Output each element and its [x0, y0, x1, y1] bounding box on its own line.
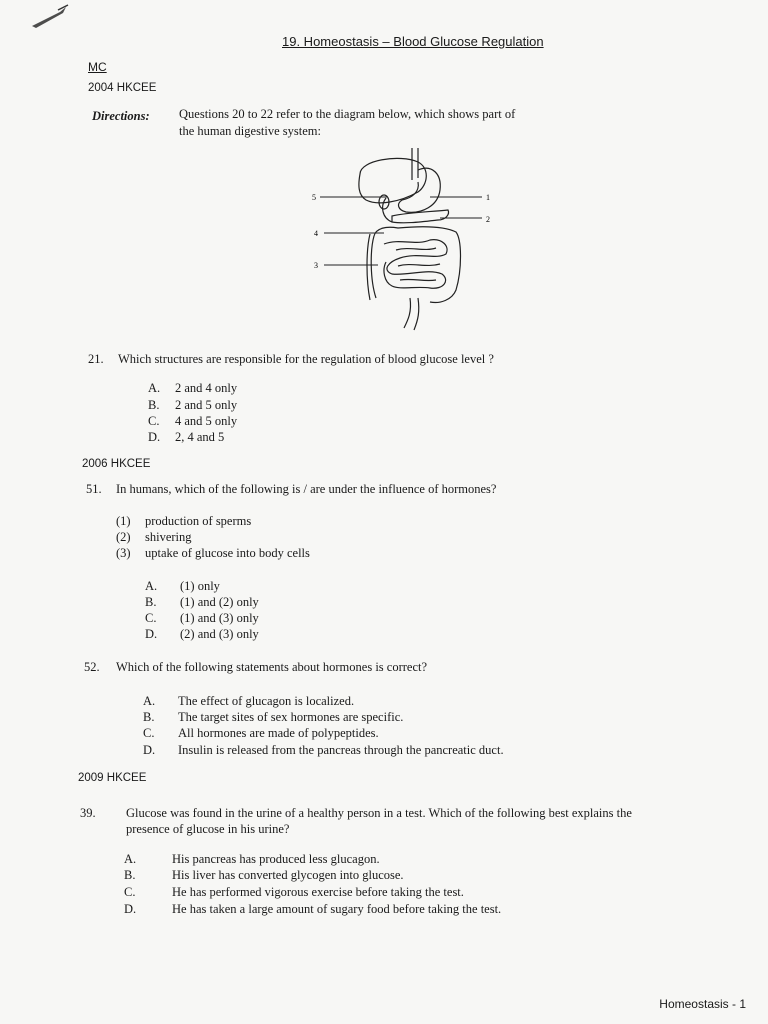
digestive-system-diagram: [300, 140, 500, 335]
q52-option-c-letter: C.: [143, 726, 155, 740]
q52-option-d-letter: D.: [143, 743, 156, 757]
rectum: [404, 298, 419, 330]
directions-text-line1: Questions 20 to 22 refer to the diagram below, which shows part of: [179, 107, 516, 121]
pen-mark-icon: [30, 4, 70, 30]
question-51-number: 51.: [86, 482, 102, 496]
q21-option-a-letter: A.: [148, 381, 161, 395]
q39-option-a-letter: A.: [124, 852, 137, 866]
diagram-label-4: 4: [314, 229, 318, 238]
q52-option-d-text: Insulin is released from the pancreas through the pancreatic duct.: [178, 743, 504, 757]
q21-option-c-letter: C.: [148, 414, 160, 428]
diagram-label-5: 5: [312, 193, 316, 202]
q51-option-c-letter: C.: [145, 611, 157, 625]
q21-option-d-text: 2, 4 and 5: [175, 430, 225, 444]
q52-option-b-letter: B.: [143, 710, 155, 724]
esophagus: [412, 148, 418, 180]
question-52-text: Which of the following statements about hormones is correct?: [116, 660, 428, 674]
pancreas: [392, 210, 449, 223]
q21-option-a-text: 2 and 4 only: [175, 381, 238, 395]
exam-heading-2004: 2004 HKCEE: [88, 82, 157, 94]
q21-option-d-letter: D.: [148, 430, 161, 444]
q39-option-a-text: His pancreas has produced less glucagon.: [172, 852, 380, 866]
q39-option-b-text: His liver has converted glycogen into glucose.: [172, 868, 404, 882]
q52-option-b-text: The target sites of sex hormones are specific.: [178, 710, 404, 724]
question-21-text: Which structures are responsible for the regulation of blood glucose level ?: [118, 352, 494, 366]
question-52-number: 52.: [84, 660, 100, 674]
directions-text-line2: the human digestive system:: [179, 124, 321, 138]
q52-option-a-letter: A.: [143, 694, 156, 708]
q51-item-3-num: (3): [116, 546, 131, 560]
q21-option-b-letter: B.: [148, 398, 160, 412]
q39-option-d-letter: D.: [124, 902, 137, 916]
q51-option-d-letter: D.: [145, 627, 158, 641]
q21-option-c-text: 4 and 5 only: [175, 414, 238, 428]
q51-item-2-num: (2): [116, 530, 131, 544]
q39-option-b-letter: B.: [124, 868, 136, 882]
liver: [359, 158, 426, 202]
exam-heading-2006: 2006 HKCEE: [82, 458, 151, 470]
q39-option-d-text: He has taken a large amount of sugary food before taking the test.: [172, 902, 502, 916]
q51-item-1-text: production of sperms: [145, 514, 252, 528]
diagram-label-2: 2: [486, 215, 490, 224]
q51-option-a-letter: A.: [145, 579, 158, 593]
q51-item-1-num: (1): [116, 514, 131, 528]
q39-option-c-letter: C.: [124, 885, 136, 899]
question-21-number: 21.: [88, 352, 104, 366]
q39-option-c-text: He has performed vigorous exercise before taking the test.: [172, 885, 464, 899]
question-39-text-line1: Glucose was found in the urine of a healthy person in a test. Which of the following best explains the: [126, 806, 632, 820]
question-39-text-line2: presence of glucose in his urine?: [126, 822, 290, 836]
q51-option-b-letter: B.: [145, 595, 157, 609]
diagram-label-3: 3: [314, 261, 318, 270]
q52-option-c-text: All hormones are made of polypeptides.: [178, 726, 379, 740]
exam-heading-2009: 2009 HKCEE: [78, 772, 147, 784]
q51-option-b-text: (1) and (2) only: [180, 595, 259, 609]
page-title: 19. Homeostasis – Blood Glucose Regulation: [282, 34, 544, 49]
q51-option-d-text: (2) and (3) only: [180, 627, 259, 641]
q52-option-a-text: The effect of glucagon is localized.: [178, 694, 355, 708]
q51-option-c-text: (1) and (3) only: [180, 611, 259, 625]
q51-item-2-text: shivering: [145, 530, 192, 544]
directions-label: Directions:: [92, 109, 150, 123]
diagram-label-1: 1: [486, 193, 490, 202]
question-39-number: 39.: [80, 806, 96, 820]
section-label: MC: [88, 60, 107, 74]
q21-option-b-text: 2 and 5 only: [175, 398, 238, 412]
question-51-text: In humans, which of the following is / are under the influence of hormones?: [116, 482, 497, 496]
q51-option-a-text: (1) only: [180, 579, 220, 593]
page-footer: Homeostasis - 1: [659, 997, 746, 1011]
q51-item-3-text: uptake of glucose into body cells: [145, 546, 310, 560]
